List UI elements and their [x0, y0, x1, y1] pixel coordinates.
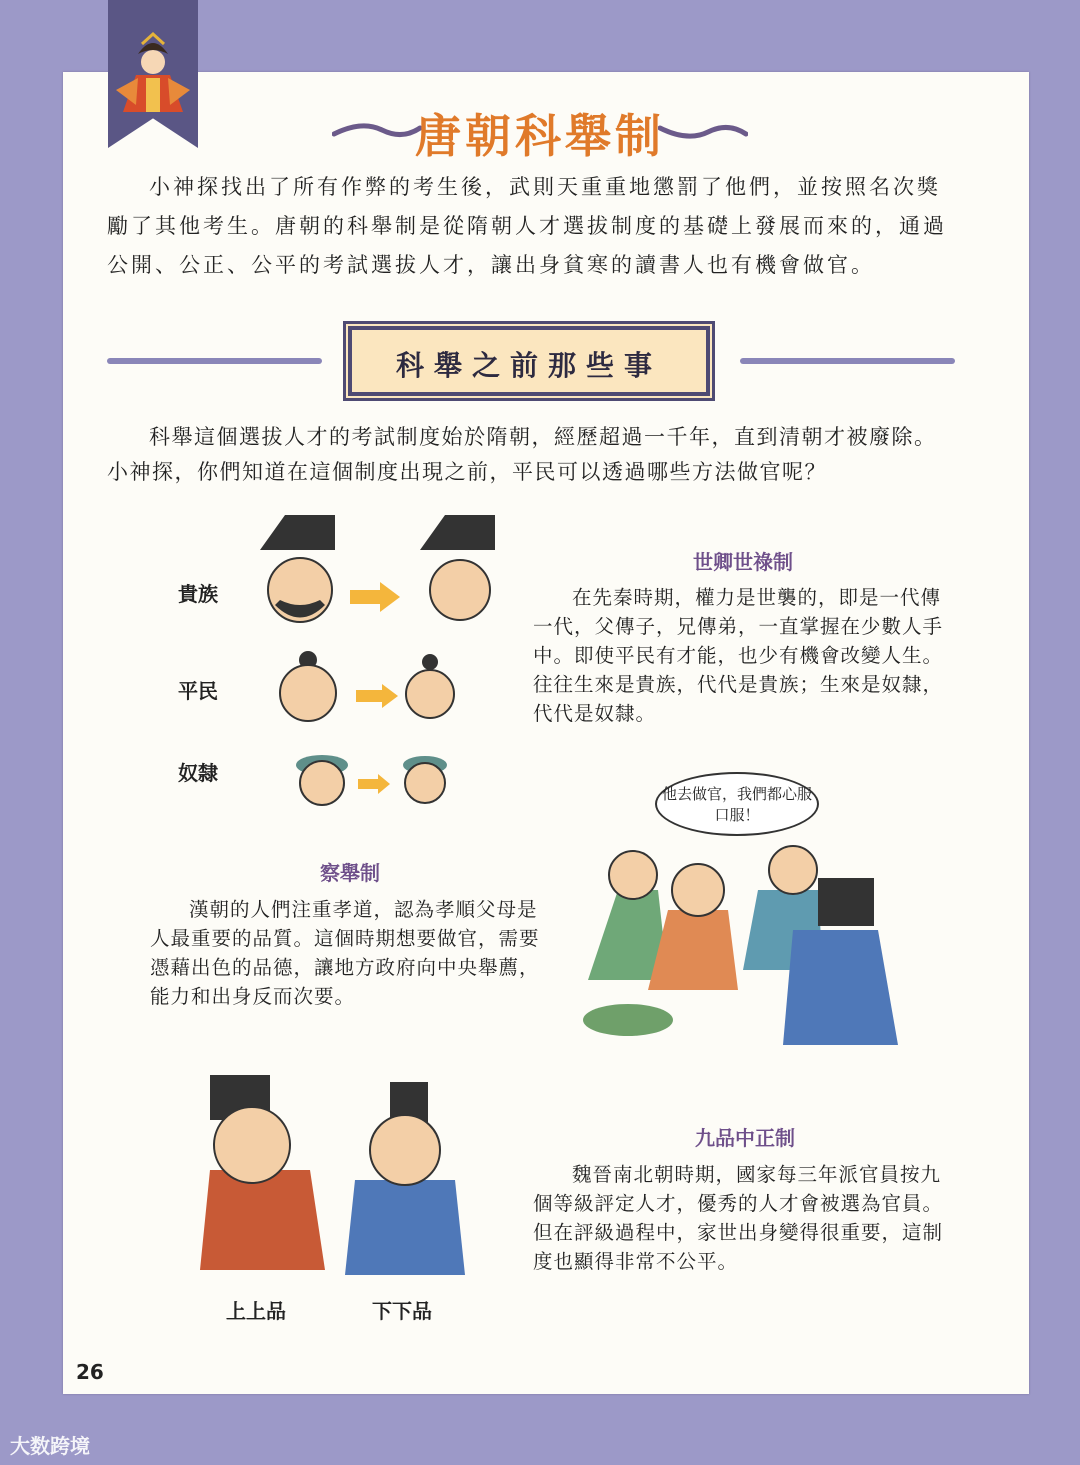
page-title: 唐朝科舉制	[415, 109, 665, 163]
page-number: 26	[76, 1360, 104, 1384]
slave-faces-illustration	[290, 745, 460, 810]
noble-faces-illustration	[240, 510, 520, 630]
rank-figures-illustration	[190, 1070, 480, 1285]
commoner-faces-illustration	[268, 648, 468, 728]
chaju-text: 漢朝的人們注重孝道，認為孝順父母是人最重要的品質。這個時期想要做官，需要憑藉出色的品德，讓地方政府向中央舉薦，能力和出身反而次要。	[150, 898, 540, 1008]
rank-label-highest: 上上品	[226, 1299, 286, 1323]
intro-paragraph: 小神探找出了所有作弊的考生後，武則天重重地懲罰了他們，並按照名次獎勵了其他考生。唐朝的科舉制是從隋朝人才選拔制度的基礎上發展而來的，通過公開、公正、公平的考試選拔人才，讓出身貧寒的讀書人也有機會做官。	[107, 175, 947, 277]
section-divider-left	[107, 358, 322, 364]
section-divider-right	[740, 358, 955, 364]
officials-group-illustration	[578, 820, 903, 1050]
class-label-noble: 貴族	[178, 582, 218, 606]
chaju-heading: 察舉制	[320, 861, 380, 885]
class-label-commoner: 平民	[178, 679, 218, 703]
shiqing-heading: 世卿世祿制	[693, 550, 793, 574]
jiupin-text: 魏晉南北朝時期，國家每三年派官員按九個等級評定人才，優秀的人才會被選為官員。但在評級過程中，家世出身變得很重要，這制度也顯得非常不公平。	[533, 1163, 944, 1273]
speech-bubble-text: 他去做官，我們都心服口服！	[661, 785, 812, 824]
section-banner	[348, 326, 710, 396]
section-title: 科舉之前那些事	[395, 349, 662, 382]
watermark: 大数跨境	[10, 1434, 90, 1458]
class-label-slave: 奴隸	[178, 761, 218, 785]
section-intro: 科舉這個選拔人才的考試制度始於隋朝，經歷超過一千年，直到清朝才被廢除。小神探，你們知道在這個制度出現之前，平民可以透過哪些方法做官呢？	[107, 425, 937, 484]
shiqing-text: 在先秦時期，權力是世襲的，即是一代傳一代，父傳子，兄傳弟，一直掌握在少數人手中。即使平民有才能，也少有機會改變人生。往往生來是貴族，代代是貴族；生來是奴隸，代代是奴隸。	[533, 586, 944, 725]
jiupin-heading: 九品中正制	[695, 1126, 795, 1150]
title-swirl-right	[658, 120, 748, 142]
rank-label-lowest: 下下品	[372, 1299, 432, 1323]
